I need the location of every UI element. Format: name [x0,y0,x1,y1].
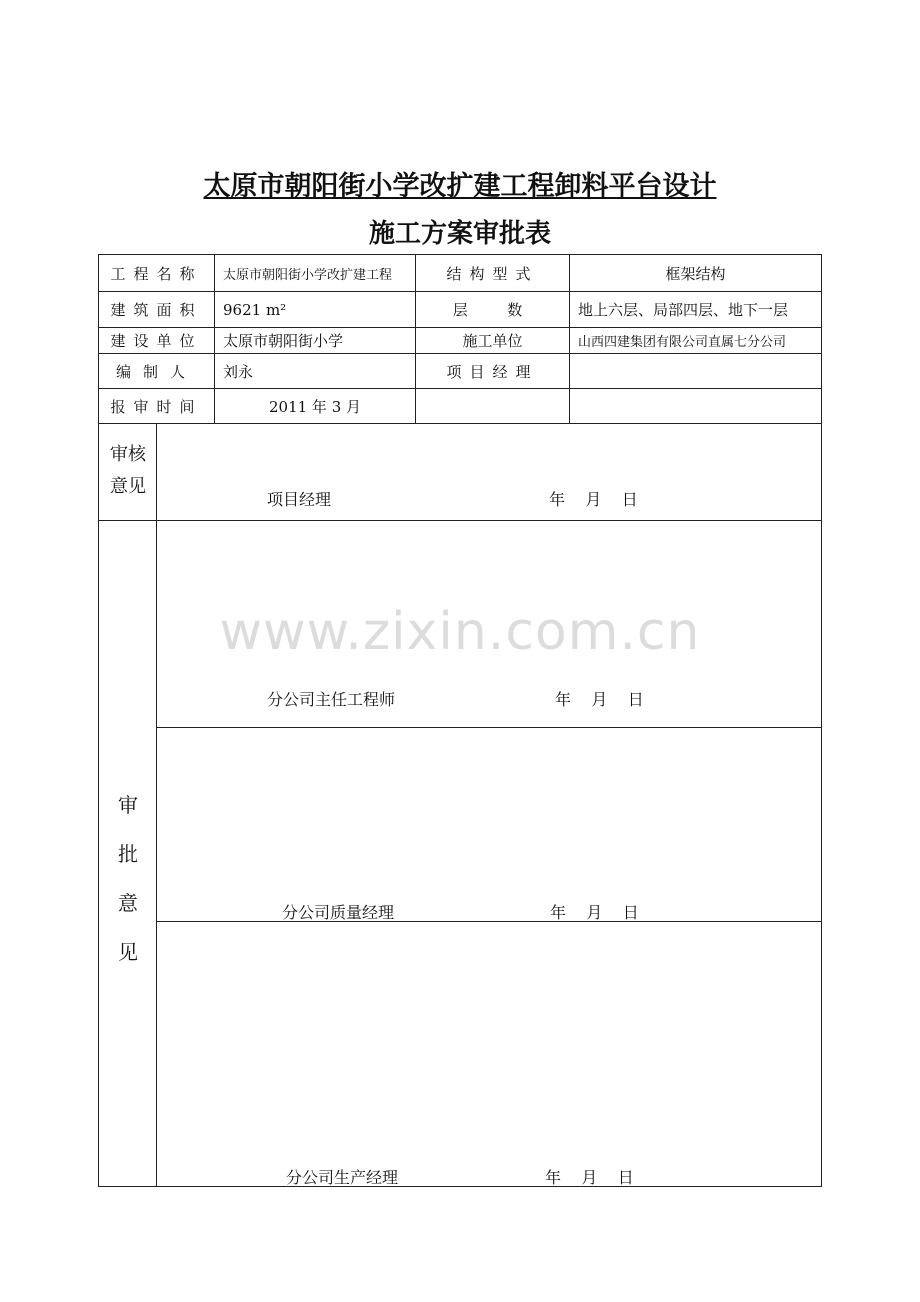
project-name-label: 工程名称 [110,264,203,283]
review-signer: 项目经理 [267,490,332,509]
pm-label: 项目经理 [446,362,539,381]
contractor-value: 山西四建集团有限公司直属七分公司 [578,335,787,350]
project-name-value: 太原市朝阳街小学改扩建工程 [223,267,393,283]
production-manager-date: 年 月 日 [545,1168,634,1187]
submit-time-value: 2011 年 3 月 [268,397,362,416]
structure-label: 结构型式 [446,264,539,283]
approval-opinion-label: 审批意见 [118,793,138,964]
quality-manager-signer: 分公司质量经理 [282,903,395,922]
structure-value: 框架结构 [665,264,726,283]
author-value: 刘永 [223,362,254,381]
review-opinion-label: 审核意见 [110,444,146,497]
quality-manager-date: 年 月 日 [550,903,639,922]
pm-value [570,354,821,388]
chief-engineer-signer: 分公司主任工程师 [267,690,396,709]
review-date: 年 月 日 [549,490,638,509]
floors-label: 层 数 [452,301,533,319]
watermark: www.zixin.com.cn [219,602,701,662]
contractor-label: 施工单位 [462,332,523,350]
document-subtitle: 施工方案审批表 [368,219,551,249]
owner-value: 太原市朝阳街小学 [223,332,344,350]
owner-label: 建设单位 [110,332,203,350]
author-label: 编制人 [115,362,197,381]
submit-time-label: 报审时间 [110,397,203,416]
production-manager-signer: 分公司生产经理 [286,1168,399,1187]
document-title: 太原市朝阳街小学改扩建工程卸料平台设计 [203,171,717,202]
approval-table [98,254,822,1187]
area-value: 9621 m² [223,300,287,319]
chief-engineer-date: 年 月 日 [555,690,644,709]
area-label: 建筑面积 [110,301,203,319]
floors-value: 地上六层、局部四层、地下一层 [578,301,789,319]
